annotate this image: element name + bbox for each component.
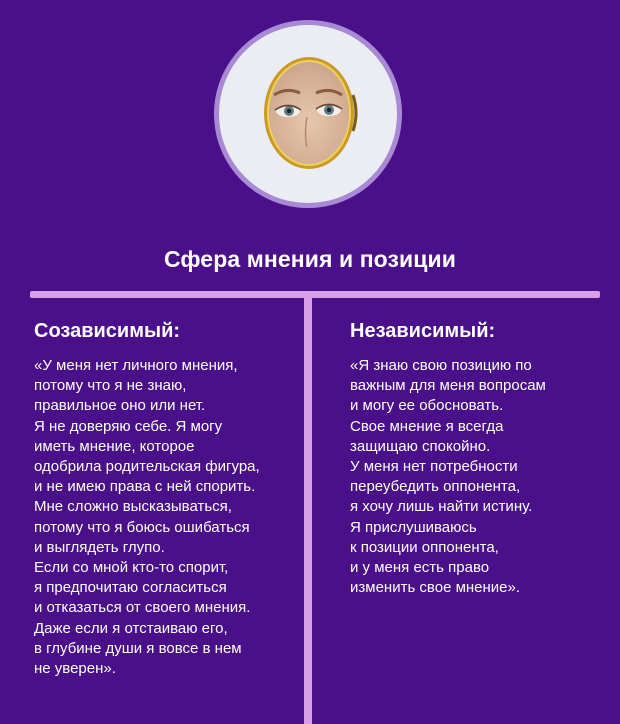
vertical-divider <box>304 293 312 724</box>
eye-miniature-icon <box>219 25 397 203</box>
codependent-quote: «У меня нет личного мнения, потому что я не знаю, правильное оно или нет. Я не доверяю себе. Я могу иметь мнение, которое одобрила родительская фигура, и не имею права с ней спорить. Мне сложно высказываться, потому что я боюсь ошибаться и выглядеть глупо. Если со мной кто-то спорит, я предпочитаю согласиться и отказаться от своего мнения. Даже если я отстаиваю его, в глубине души я вовсе в нем не уверен». <box>34 357 260 678</box>
codependent-heading: Созависимый: <box>34 320 181 342</box>
codependent-column <box>34 318 296 679</box>
independent-heading: Независимый: <box>350 320 496 342</box>
independent-column <box>350 318 610 598</box>
page-title: Сфера мнения и позиции <box>163 246 457 272</box>
horizontal-divider <box>30 291 600 298</box>
independent-quote: «Я знаю свою позицию по важным для меня вопросам и могу ее обосновать. Свое мнение я всегда защищаю спокойно. У меня нет потребности переубедить оппонента, я хочу лишь найти истину. Я прислушиваюсь к позиции оппонента, и у меня есть право изменить свое мнение». <box>350 357 546 597</box>
portrait-medallion <box>219 25 397 203</box>
